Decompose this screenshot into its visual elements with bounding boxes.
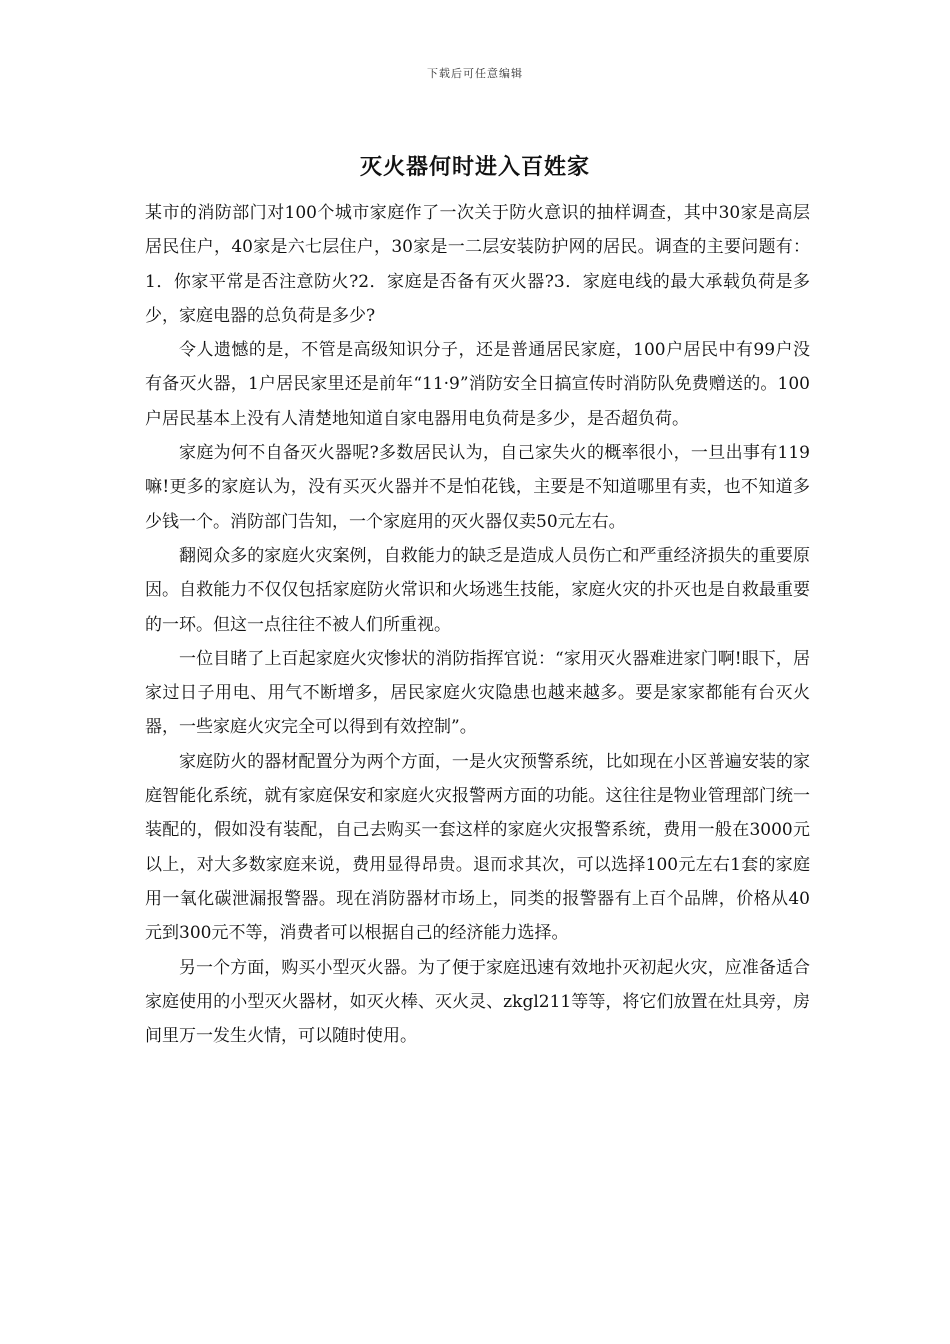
paragraph-5: 一位目睹了上百起家庭火灾惨状的消防指挥官说：“家用灭火器难进家门啊!眼下，居家过日子用电、用气不断增多，居民家庭火灾隐患也越来越多。要是家家都能有台灭火器，一些家庭火灾完全可以得到有效控制”。: [145, 648, 810, 738]
header-note: 下载后可任意编辑: [427, 67, 523, 80]
paragraph-1: 某市的消防部门对100个城市家庭作了一次关于防火意识的抽样调查，其中30家是高层居民住户，40家是六七层住户，30家是一二层安装防护网的居民。调查的主要问题有：1．你家平常是否注意防火?2．家庭是否备有灭火器?3．家庭电线的最大承载负荷是多少，家庭电器的总负荷是多少?: [145, 203, 810, 326]
paragraph-6: 家庭防火的器材配置分为两个方面，一是火灾预警系统，比如现在小区普遍安装的家庭智能化系统，就有家庭保安和家庭火灾报警两方面的功能。这往往是物业管理部门统一装配的，假如没有装配，自己去购买一套这样的家庭火灾报警系统，费用一般在3000元以上，对大多数家庭来说，费用显得昂贵。退而求其次，可以选择100元左右1套的家庭用一氧化碳泄漏报警器。现在消防器材市场上，同类的报警器有上百个品牌，价格从40元到300元不等，消费者可以根据自己的经济能力选择。: [145, 751, 810, 944]
paragraph-4: 翻阅众多的家庭火灾案例，自救能力的缺乏是造成人员伤亡和严重经济损失的重要原因。自救能力不仅仅包括家庭防火常识和火场逃生技能，家庭火灾的扑灭也是自救最重要的一环。但这一点往往不被人们所重视。: [145, 545, 810, 635]
paragraph-2: 令人遗憾的是，不管是高级知识分子，还是普通居民家庭，100户居民中有99户没有备灭火器，1户居民家里还是前年“11·9”消防安全日搞宣传时消防队免费赠送的。100户居民基本上没有人清楚地知道自家电器用电负荷是多少，是否超负荷。: [145, 340, 810, 429]
paragraph-3: 家庭为何不自备灭火器呢?多数居民认为，自己家失火的概率很小，一旦出事有119嘛!更多的家庭认为，没有买灭火器并不是怕花钱，主要是不知道哪里有卖，也不知道多少钱一个。消防部门告知，一个家庭用的灭火器仅卖50元左右。: [145, 443, 810, 532]
document-title: 灭火器何时进入百姓家: [359, 154, 590, 180]
paragraph-7: 另一个方面，购买小型灭火器。为了便于家庭迅速有效地扑灭初起火灾，应准备适合家庭使用的小型灭火器材，如灭火棒、灭火灵、zkgl211等等，将它们放置在灶具旁，房间里万一发生火情，可以随时使用。: [145, 957, 810, 1047]
document-body: [145, 196, 810, 1053]
